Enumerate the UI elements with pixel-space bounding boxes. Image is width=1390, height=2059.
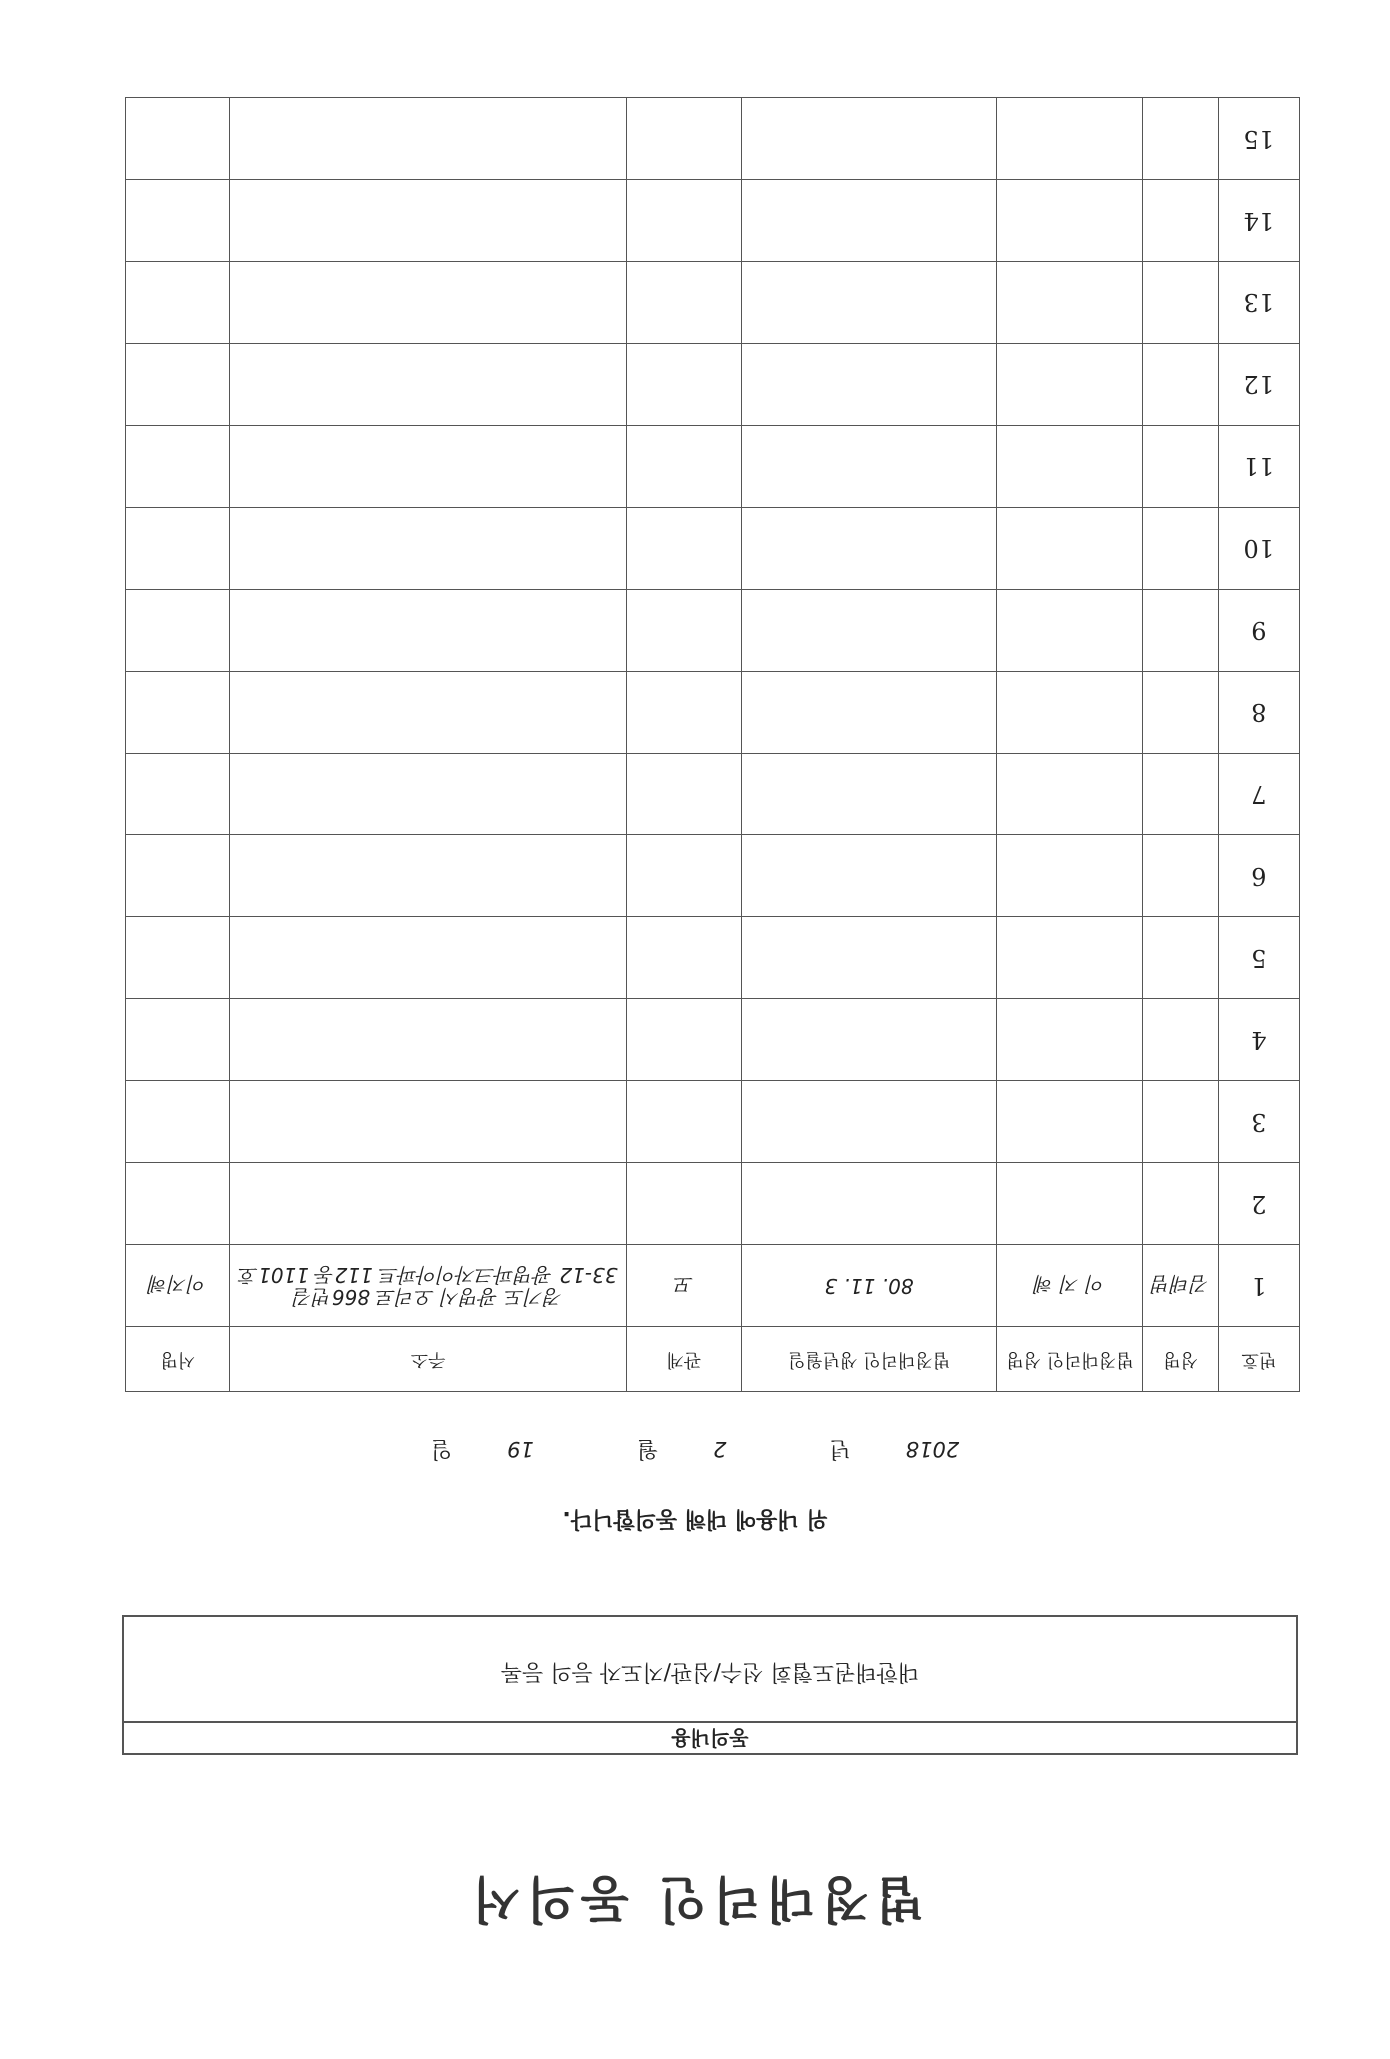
- row-guardian-name: [997, 180, 1143, 262]
- table-row: [126, 1245, 1300, 1327]
- row-signature: [126, 835, 230, 917]
- row-address: [230, 1081, 627, 1163]
- address-line-1: 경기도 광명시 오리로 866번길: [293, 1284, 564, 1309]
- row-signature: [126, 753, 230, 835]
- row-address: [230, 1245, 627, 1327]
- row-guardian-birth: [741, 917, 997, 999]
- row-guardian-birth: [741, 753, 997, 835]
- row-athlete-name: [1143, 343, 1218, 425]
- row-athlete-name: [1143, 180, 1218, 262]
- row-guardian-birth: [741, 180, 997, 262]
- row-relation: [626, 343, 741, 425]
- table-row: [126, 507, 1300, 589]
- row-athlete-name: [1143, 262, 1218, 344]
- row-number: 10: [1218, 507, 1299, 589]
- row-address: [230, 425, 627, 507]
- date-month: 2: [713, 1437, 727, 1461]
- row-relation: [626, 589, 741, 671]
- row-relation: [626, 262, 741, 344]
- row-guardian-birth: 80. 11. 3: [741, 1245, 997, 1327]
- table-row: [126, 425, 1300, 507]
- row-signature: [126, 425, 230, 507]
- row-athlete-name: [1143, 835, 1218, 917]
- row-number: 8: [1218, 671, 1299, 753]
- row-guardian-birth: [741, 1163, 997, 1245]
- row-signature: [126, 507, 230, 589]
- row-guardian-birth: [741, 343, 997, 425]
- row-guardian-birth: [741, 671, 997, 753]
- row-signature: [126, 343, 230, 425]
- row-address: [230, 262, 627, 344]
- address-line-2: 33-12 광명파크자이아파트 112동 1101호: [238, 1262, 618, 1287]
- table-row: [126, 180, 1300, 262]
- guardian-table: [125, 97, 1300, 1392]
- row-address: [230, 835, 627, 917]
- row-guardian-birth: [741, 262, 997, 344]
- header-guardian-birth: 법정대리인 생년월일: [741, 1327, 997, 1392]
- row-athlete-name: [1143, 1163, 1218, 1245]
- row-signature: [126, 262, 230, 344]
- row-guardian-name: [997, 917, 1143, 999]
- header-number: 번호: [1218, 1327, 1299, 1392]
- row-number: 2: [1218, 1163, 1299, 1245]
- row-signature: [126, 180, 230, 262]
- consent-heading: 동의내용: [124, 1721, 1296, 1753]
- header-address: 주소: [230, 1327, 627, 1392]
- row-athlete-name: [1143, 753, 1218, 835]
- date-month-unit: 월: [636, 1436, 659, 1461]
- table-row: [126, 262, 1300, 344]
- row-signature: [126, 98, 230, 180]
- row-guardian-name: [997, 98, 1143, 180]
- row-guardian-name: [997, 1081, 1143, 1163]
- row-guardian-name: [997, 835, 1143, 917]
- row-athlete-name: [1143, 589, 1218, 671]
- row-address: [230, 589, 627, 671]
- row-signature: [126, 589, 230, 671]
- row-relation: [626, 507, 741, 589]
- row-guardian-name: [997, 262, 1143, 344]
- row-relation: [626, 999, 741, 1081]
- row-guardian-name: 이 지 혜: [997, 1245, 1143, 1327]
- table-row: [126, 589, 1300, 671]
- row-signature: [126, 1081, 230, 1163]
- row-guardian-birth: [741, 835, 997, 917]
- row-relation: [626, 1163, 741, 1245]
- table-row: [126, 753, 1300, 835]
- row-guardian-name: [997, 343, 1143, 425]
- row-relation: [626, 671, 741, 753]
- consent-text: 대한태권도협회 선수/심판/지도자 등의 등록: [500, 1659, 920, 1684]
- row-guardian-birth: [741, 999, 997, 1081]
- row-athlete-name: [1143, 917, 1218, 999]
- row-number: 13: [1218, 262, 1299, 344]
- row-guardian-name: [997, 999, 1143, 1081]
- date-day-unit: 일: [430, 1436, 453, 1461]
- row-number: 11: [1218, 425, 1299, 507]
- row-signature: [126, 917, 230, 999]
- row-number: 9: [1218, 589, 1299, 671]
- row-relation: [626, 753, 741, 835]
- row-guardian-birth: [741, 507, 997, 589]
- row-guardian-name: [997, 589, 1143, 671]
- row-address: [230, 180, 627, 262]
- row-signature: [126, 999, 230, 1081]
- table-row: [126, 1081, 1300, 1163]
- row-athlete-name: [1143, 425, 1218, 507]
- table-row: [126, 343, 1300, 425]
- date-day: 19: [507, 1437, 534, 1461]
- table-row: [126, 917, 1300, 999]
- row-athlete-name: [1143, 999, 1218, 1081]
- date-year: 2018: [905, 1437, 960, 1461]
- row-signature: [126, 1163, 230, 1245]
- table-header-row: [126, 1327, 1300, 1392]
- row-guardian-birth: [741, 1081, 997, 1163]
- row-address: [230, 671, 627, 753]
- row-relation: [626, 98, 741, 180]
- row-guardian-birth: [741, 589, 997, 671]
- table-row: [126, 999, 1300, 1081]
- row-guardian-name: [997, 425, 1143, 507]
- row-number: 6: [1218, 835, 1299, 917]
- row-guardian-name: [997, 1163, 1143, 1245]
- row-address: [230, 753, 627, 835]
- row-athlete-name: [1143, 507, 1218, 589]
- document-title: 법정대리인 동의서: [466, 1870, 924, 1928]
- row-number: 12: [1218, 343, 1299, 425]
- row-address: [230, 98, 627, 180]
- date-line: [0, 1435, 1390, 1466]
- row-number: 5: [1218, 917, 1299, 999]
- row-relation: 모: [626, 1245, 741, 1327]
- row-relation: [626, 835, 741, 917]
- row-signature: 이지혜: [126, 1245, 230, 1327]
- consent-box: [122, 1615, 1298, 1755]
- header-athlete-name: 성명: [1143, 1327, 1218, 1392]
- row-address: [230, 1163, 627, 1245]
- row-relation: [626, 1081, 741, 1163]
- row-number: 1: [1218, 1245, 1299, 1327]
- row-number: 14: [1218, 180, 1299, 262]
- row-number: 3: [1218, 1081, 1299, 1163]
- row-address: [230, 917, 627, 999]
- header-signature: 서명: [126, 1327, 230, 1392]
- row-number: 7: [1218, 753, 1299, 835]
- row-address: [230, 343, 627, 425]
- row-guardian-name: [997, 671, 1143, 753]
- row-relation: [626, 917, 741, 999]
- row-number: 15: [1218, 98, 1299, 180]
- row-guardian-name: [997, 753, 1143, 835]
- table-row: [126, 1163, 1300, 1245]
- date-year-unit: 년: [829, 1436, 851, 1461]
- row-guardian-name: [997, 507, 1143, 589]
- row-athlete-name: [1143, 671, 1218, 753]
- row-guardian-birth: [741, 425, 997, 507]
- table-row: [126, 671, 1300, 753]
- table-row: [126, 98, 1300, 180]
- consent-statement: 위 내용에 대해 동의합니다.: [562, 1506, 828, 1531]
- row-relation: [626, 180, 741, 262]
- row-guardian-birth: [741, 98, 997, 180]
- row-athlete-name: 김태범: [1143, 1245, 1218, 1327]
- row-address: [230, 999, 627, 1081]
- header-guardian-name: 법정대리인 성명: [997, 1327, 1143, 1392]
- row-relation: [626, 425, 741, 507]
- row-athlete-name: [1143, 98, 1218, 180]
- row-number: 4: [1218, 999, 1299, 1081]
- header-relation: 관계: [626, 1327, 741, 1392]
- row-athlete-name: [1143, 1081, 1218, 1163]
- row-signature: [126, 671, 230, 753]
- table-row: [126, 835, 1300, 917]
- row-address: [230, 507, 627, 589]
